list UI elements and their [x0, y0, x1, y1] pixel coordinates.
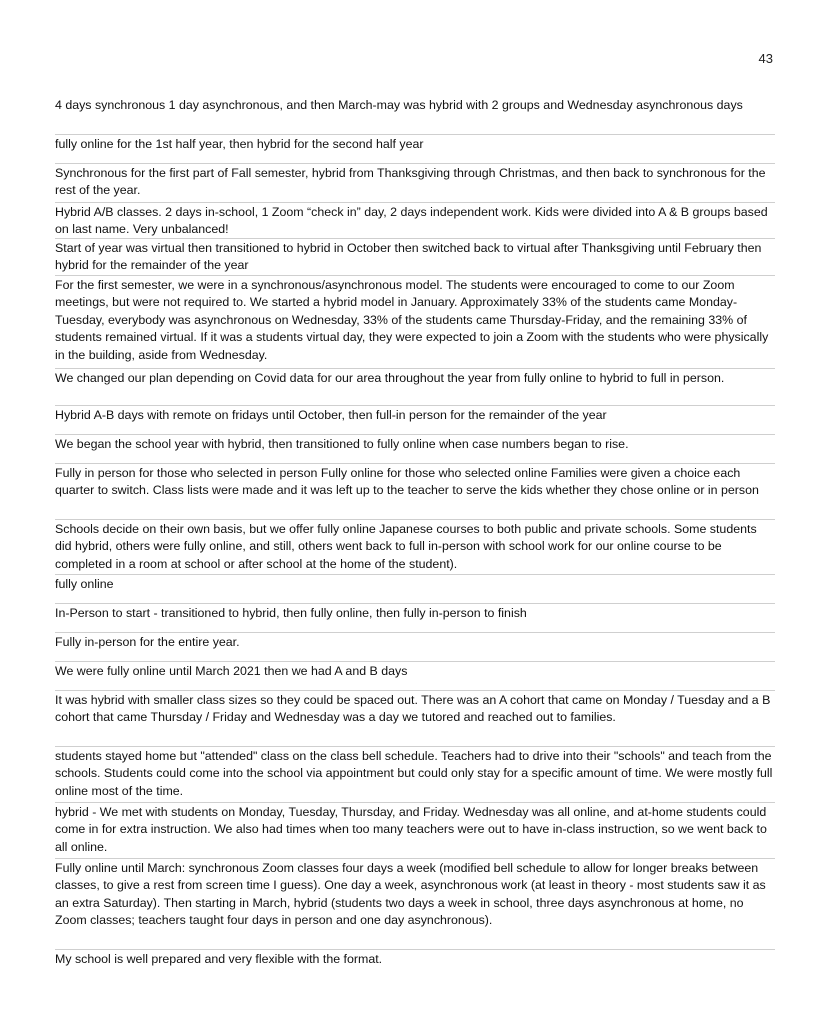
response-row: Fully online until March: synchronous Zoom classes four days a week (modified bell schedule to allow for longer breaks between classes, to give a rest from screen time I guess). One day a week, asynchronous work (at least in theory - most students saw it as an extra Saturday). Then starting in March, hybrid (students two days a week in school, three days asynchronous at home, no Zoom classes; teachers taught four days in person and one day asynchronous). [55, 859, 775, 950]
response-row: Synchronous for the first part of Fall semester, hybrid from Thanksgiving through Christmas, and then back to synchronous for the rest of the year. [55, 164, 775, 203]
response-row: fully online for the 1st half year, then hybrid for the second half year [55, 135, 775, 164]
response-row: In-Person to start - transitioned to hybrid, then fully online, then fully in-person to finish [55, 604, 775, 633]
page-number: 43 [758, 51, 773, 66]
response-row: fully online [55, 575, 775, 604]
response-row: We began the school year with hybrid, then transitioned to fully online when case numbers began to rise. [55, 435, 775, 464]
response-row: Hybrid A-B days with remote on fridays until October, then full-in person for the remainder of the year [55, 406, 775, 435]
response-row: It was hybrid with smaller class sizes so they could be spaced out. There was an A cohort that came on Monday / Tuesday and a B cohort that came Thursday / Friday and Wednesday was a day we tutored and reached out to families. [55, 691, 775, 747]
response-row: Schools decide on their own basis, but we offer fully online Japanese courses to both public and private schools. Some students did hybrid, others were fully online, and still, others went back to full in-person with school work for our online course to be completed in a room at school or after school at the home of the student). [55, 520, 775, 575]
response-row: We were fully online until March 2021 then we had A and B days [55, 662, 775, 691]
response-row: We changed our plan depending on Covid data for our area throughout the year from fully online to hybrid to full in person. [55, 369, 775, 406]
response-row: Hybrid A/B classes. 2 days in-school, 1 Zoom “check in” day, 2 days independent work. Kids were divided into A & B groups based on last name. Very unbalanced! [55, 203, 775, 239]
response-row: My school is well prepared and very flexible with the format. [55, 952, 383, 966]
response-row: Start of year was virtual then transitioned to hybrid in October then switched back to virtual after Thanksgiving until February then hybrid for the remainder of the year [55, 239, 775, 276]
response-row: 4 days synchronous 1 day asynchronous, and then March-may was hybrid with 2 groups and Wednesday asynchronous days [55, 96, 775, 135]
response-list [55, 96, 775, 977]
response-row: For the first semester, we were in a synchronous/asynchronous model. The students were encouraged to come to our Zoom meetings, but were not required to. We started a hybrid model in January. Approximately 33% of the students came Monday-Tuesday, everybody was asynchronous on Wednesday, 33% of the students came Thursday-Friday, and the remaining 33% of students remained virtual. If it was a students virtual day, they were expected to join a Zoom with the students who were physically in the building, aside from Wednesday. [55, 276, 775, 369]
response-row: Fully in-person for the entire year. [55, 633, 775, 662]
response-row: hybrid - We met with students on Monday, Tuesday, Thursday, and Friday. Wednesday was all online, and at-home students could come in for extra instruction. We also had times when too many teachers were out to have in-class instruction, so we went back to all online. [55, 803, 775, 859]
response-row: students stayed home but "attended" class on the class bell schedule. Teachers had to drive into their "schools" and teach from the schools. Students could come into the school via appointment but could only stay for a specific amount of time. We were mostly full online most of the time. [55, 747, 775, 803]
response-row: Fully in person for those who selected in person Fully online for those who selected online Families were given a choice each quarter to switch. Class lists were made and it was left up to the teacher to serve the kids whether they chose online or in person [55, 464, 775, 520]
